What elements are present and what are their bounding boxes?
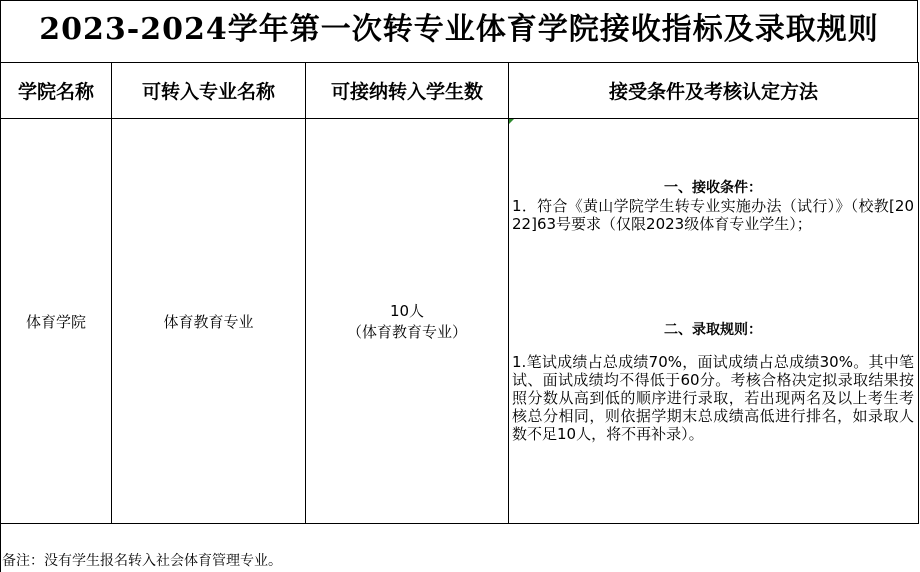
quota-count: 10人	[389, 302, 425, 320]
footnote: 备注：没有学生报名转入社会体育管理专业。	[2, 553, 282, 569]
section2-heading: 二、录取规则：	[664, 322, 762, 338]
header-quota: 可接纳转入学生数	[306, 63, 509, 119]
conditions-content	[512, 179, 914, 443]
cell-college: 体育学院	[1, 119, 112, 524]
cell-conditions	[509, 119, 919, 524]
section2-text: 1.笔试成绩占总成绩70%，面试成绩占总成绩30%。其中笔试、面试成绩均不得低于60分。考核合格决定拟录取结果按照分数从高到低的顺序进行录取，若出现两名及以上考生考核总分相同，则依据学期末总成绩高低进行排名，如录取人数不足10人，将不再补录）。	[512, 353, 914, 443]
header-major: 可转入专业名称	[112, 63, 306, 119]
quota-major: （体育教育专业）	[346, 323, 467, 341]
header-conditions: 接受条件及考核认定方法	[509, 63, 919, 119]
header-college: 学院名称	[1, 63, 112, 119]
cell-major: 体育教育专业	[112, 119, 306, 524]
document-title: 2023-2024学年第一次转专业体育学院接收指标及录取规则	[0, 0, 918, 62]
admission-table	[0, 62, 919, 524]
section1-text: 1．符合《黄山学院学生转专业实施办法（试行）》（校教[2022]63号要求（仅限2023级体育专业学生）；	[512, 197, 914, 233]
section1-heading: 一、接收条件：	[664, 180, 762, 196]
cell-quota	[306, 119, 509, 524]
cell-comment-marker	[509, 119, 514, 124]
table-header-row	[1, 63, 919, 119]
table-row	[1, 119, 919, 524]
